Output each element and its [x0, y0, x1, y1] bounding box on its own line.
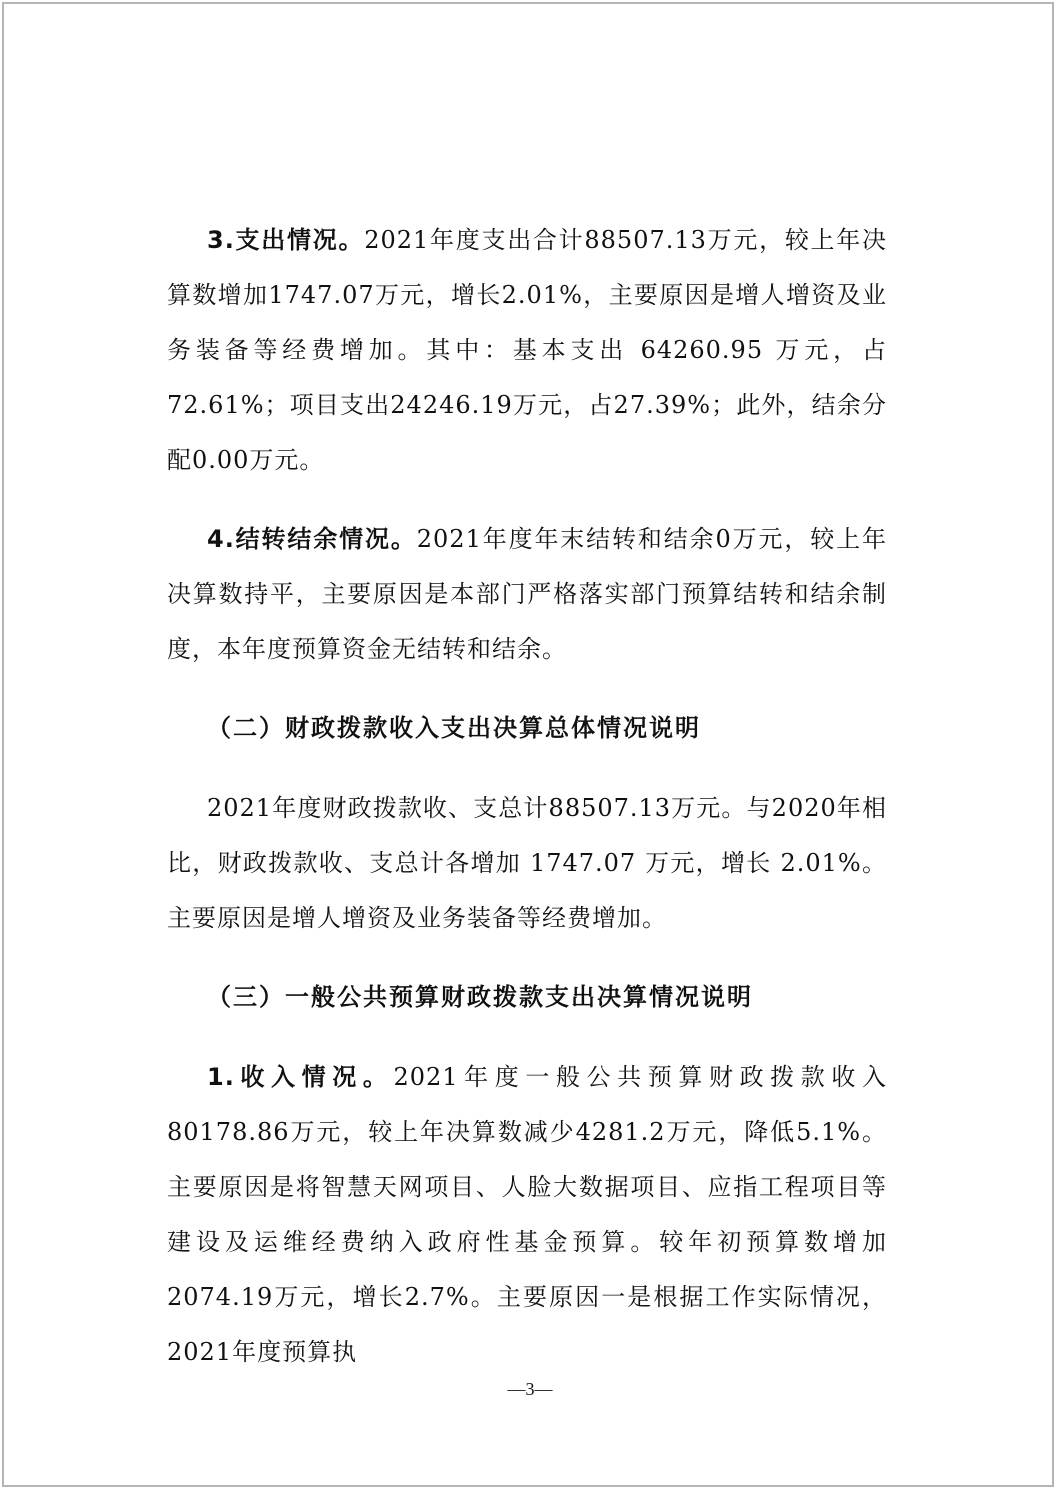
paragraph-text: 2021年度财政拨款收、支总计88507.13万元。与2020年相比，财政拨款收、支总计各增加 1747.07 万元，增长 2.01%。主要原因是增人增资及业务装备等经费增加。 [167, 794, 887, 932]
paragraph-lead: 4.结转结余情况。 [207, 525, 417, 553]
paragraph-expenditure [167, 213, 887, 488]
paragraph-lead: 3.支出情况。 [207, 226, 365, 254]
paragraph-text: 2021年度一般公共预算财政拨款收入80178.86万元，较上年决算数减少4281.2万元，降低5.1%。主要原因是将智慧天网项目、人脸大数据项目、应指工程项目等建设及运维经费纳入政府性基金预算。较年初预算数增加2074.19万元，增长2.7%。主要原因一是根据工作实际情况，2021年度预算执 [167, 1063, 887, 1366]
page-number: —3— [507, 1379, 553, 1399]
paragraph-text: 2021年度支出合计88507.13万元，较上年决算数增加1747.07万元，增长2.01%，主要原因是增人增资及业务装备等经费增加。其中：基本支出 64260.95 万元，占72.61%；项目支出24246.19万元，占27.39%；此外，结余分配0.00万元。 [167, 226, 888, 474]
paragraph-fiscal-overview [167, 781, 887, 946]
section-heading-three: （三）一般公共预算财政拨款支出决算情况说明 [207, 983, 753, 1011]
paragraph-income [167, 1050, 887, 1380]
paragraph-carryover [167, 512, 887, 677]
paragraph-text: 2021年度年末结转和结余0万元，较上年决算数持平，主要原因是本部门严格落实部门预算结转和结余制度，本年度预算资金无结转和结余。 [167, 525, 887, 663]
paragraph-lead: 1.收入情况。 [207, 1063, 394, 1091]
section-heading-two: （二）财政拨款收入支出决算总体情况说明 [207, 714, 701, 742]
